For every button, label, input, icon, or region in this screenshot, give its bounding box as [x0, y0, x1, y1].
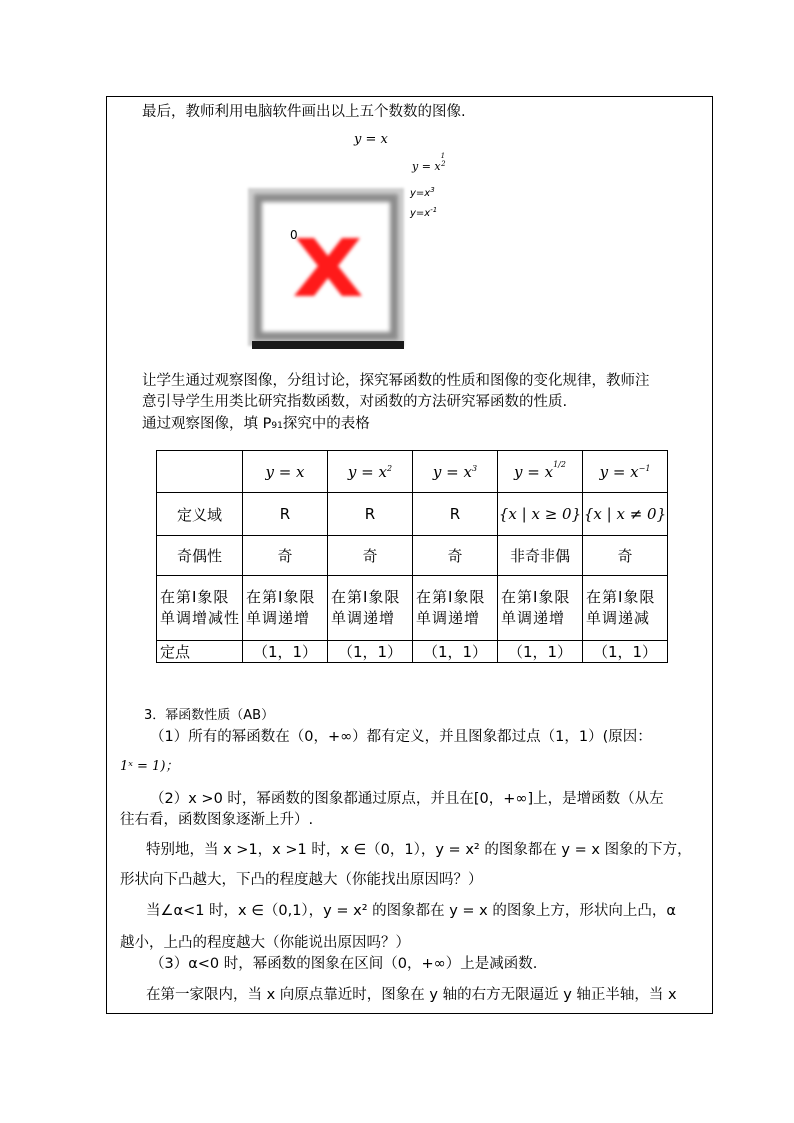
table-header-inverse: $y = x^{-1}$ — [583, 451, 668, 493]
section3-heading: 3．幂函数性质（AB） — [144, 708, 275, 723]
section3-p5: （3）α<0 时，幂函数的图象在区间（0，+∞）上是减函数. — [150, 956, 538, 972]
table-row — [157, 576, 668, 641]
section3-p3b: 形状向下凸越大，下凸的程度越大（你能找出原因吗？） — [120, 872, 483, 888]
section3-p2a: （2）x >0 时，幂函数的图象都通过原点，并且在[0，+∞]上，是增函数（从左 — [150, 791, 664, 807]
table-header-x: y = x — [243, 451, 328, 493]
table-row — [157, 493, 668, 536]
table-header-sqrt: $y = x^{1/2}$ — [498, 451, 583, 493]
label-y-eq-x: y = x — [354, 132, 388, 147]
table-cell: R — [243, 493, 328, 536]
section3-p1: （1）所有的幂函数在（0，+∞）都有定义，并且图象都过点（1，1）(原因： — [150, 729, 652, 745]
table-cell: 在第Ⅰ象限单调递减 — [583, 576, 668, 641]
table-cell: 在第Ⅰ象限单调递增 — [413, 576, 498, 641]
broken-image-placeholder — [248, 188, 404, 353]
section3-p6: 在第一家限内，当 x 向原点靠近时，图象在 y 轴的右方无限逼近 y 轴正半轴，当 x — [146, 987, 677, 1003]
section3-p1b: 1ˣ = 1)； — [120, 759, 179, 774]
origin-label: 0 — [290, 228, 298, 242]
table-cell: 非奇非偶 — [498, 536, 583, 576]
section3-p4b: 越小，上凸的程度越大（你能说出原因吗？） — [120, 935, 410, 951]
table-cell: （1，1） — [413, 641, 498, 663]
table-header-x2: $y = x^2$ — [328, 451, 413, 493]
table-cell: {x | x ≥ 0} — [498, 493, 583, 536]
table-row — [157, 536, 668, 576]
table-cell: 定点 — [157, 641, 243, 663]
section3-p3a: 特别地，当 x >1，x >1 时，x ∈（0，1），y = x² 的图象都在 y = x 图象的下方， — [146, 842, 692, 858]
table-cell: R — [413, 493, 498, 536]
table-cell: 在第Ⅰ象限单调递增 — [328, 576, 413, 641]
table-cell: {x | x ≠ 0} — [583, 493, 668, 536]
table-cell: 奇 — [243, 536, 328, 576]
table-cell: 定义域 — [157, 493, 243, 536]
table-row — [157, 641, 668, 663]
table-cell: （1，1） — [498, 641, 583, 663]
table-cell: （1，1） — [328, 641, 413, 663]
section3-p2b: 往右看，函数图象逐渐上升）. — [120, 812, 314, 828]
section3-p4a: 当∠α<1 时，x ∈（0,1），y = x² 的图象都在 y = x 的图象上方，形状向上凸，α — [146, 903, 676, 919]
table-header-empty — [157, 451, 243, 493]
label-y-cube: $y=x^3$ — [410, 186, 435, 199]
table-cell: R — [328, 493, 413, 536]
table-cell: （1，1） — [243, 641, 328, 663]
table-cell: 在第Ⅰ象限单调递增 — [243, 576, 328, 641]
table-cell: 奇 — [583, 536, 668, 576]
table-cell: 在第Ⅰ象限单调递增 — [498, 576, 583, 641]
table-header-x3: $y = x^3$ — [413, 451, 498, 493]
label-y-inverse: $y=x^{-1}$ — [410, 206, 438, 219]
label-y-sqrt-x: $y = x^{12}$ — [412, 152, 446, 173]
intro-text: 最后，教师利用电脑软件画出以上五个数数的图像. — [142, 104, 466, 120]
power-function-table — [156, 450, 668, 663]
table-cell: 奇偶性 — [157, 536, 243, 576]
table-cell: 在第Ⅰ象限单调增减性 — [157, 576, 243, 641]
table-cell: 奇 — [413, 536, 498, 576]
table-cell: （1，1） — [583, 641, 668, 663]
image-bottom-bar — [252, 341, 404, 349]
paragraph1-line1: 让学生通过观察图像，分组讨论，探究幂函数的性质和图像的变化规律，教师注 — [142, 373, 650, 389]
paragraph1-line2: 意引导学生用类比研究指数函数，对函数的方法研究幂函数的性质. — [142, 394, 568, 410]
table-cell: 奇 — [328, 536, 413, 576]
paragraph2: 通过观察图像，填 P91探究中的表格 — [142, 416, 370, 432]
